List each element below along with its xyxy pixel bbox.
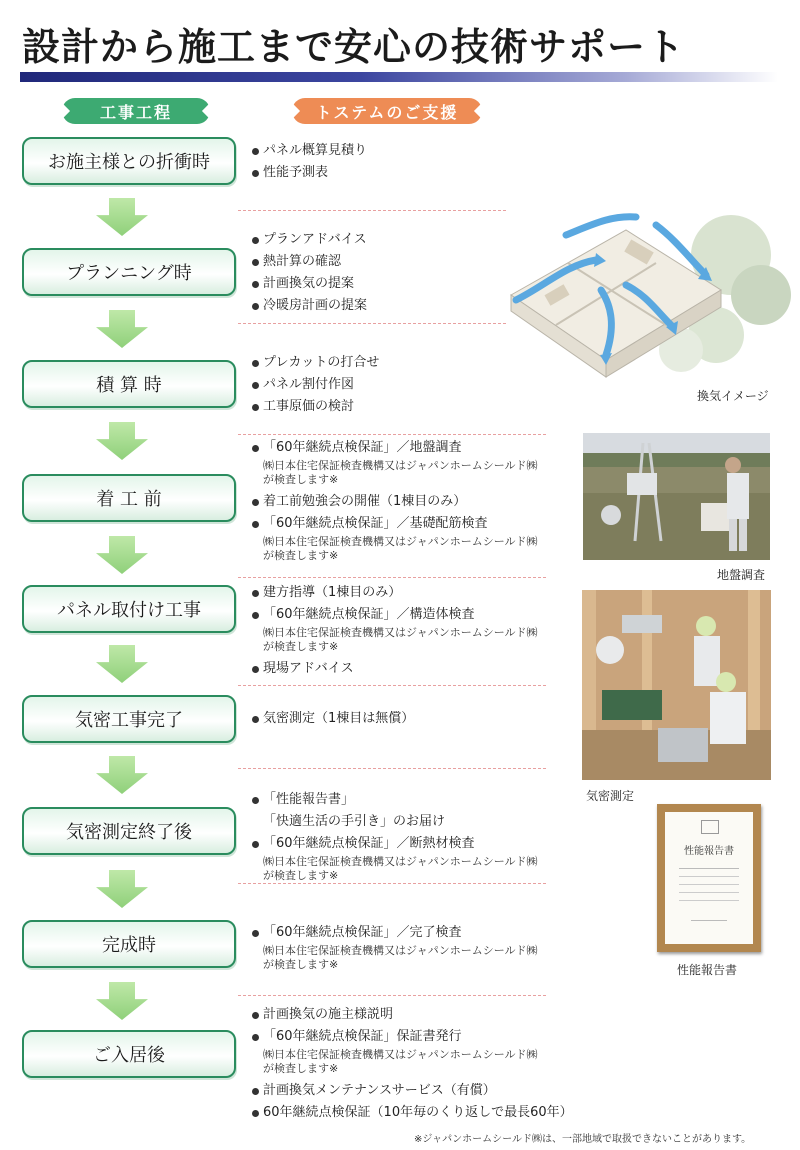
support-item: パネル割付作図 bbox=[252, 374, 582, 396]
support-item: 60年継続点検保証（10年毎のくり返しで最長60年） bbox=[252, 1102, 582, 1124]
airtight-test-photo bbox=[582, 590, 771, 780]
down-arrow-icon bbox=[96, 198, 148, 236]
support-block-airtight-complete bbox=[252, 708, 582, 730]
support-header: トステムのご支援 bbox=[292, 98, 482, 124]
support-item: 現場アドバイス bbox=[252, 658, 582, 680]
ground-survey-caption: 地盤調査 bbox=[717, 568, 766, 582]
stage-airtight-tested: 気密測定終了後 bbox=[22, 807, 236, 855]
support-subtext: が検査します※ bbox=[263, 640, 339, 653]
support-block-move-in bbox=[252, 1004, 582, 1124]
down-arrow-icon bbox=[96, 645, 148, 683]
support-item: 「60年継続点検保証」／完了検査 bbox=[252, 922, 582, 944]
support-block-negotiation bbox=[252, 140, 582, 184]
support-block-panel-installation bbox=[252, 582, 582, 680]
performance-report-frame bbox=[657, 804, 761, 952]
support-subtext: ㈱日本住宅保証検査機構又はジャパンホームシールド㈱ bbox=[263, 626, 538, 639]
stage-completion: 完成時 bbox=[22, 920, 236, 968]
title-underline bbox=[20, 72, 778, 82]
support-item: 「60年継続点検保証」／構造体検査 bbox=[252, 604, 582, 626]
support-item: 計画換気の施主様説明 bbox=[252, 1004, 582, 1026]
separator bbox=[238, 768, 546, 769]
support-subtext: が検査します※ bbox=[263, 869, 339, 882]
stage-pre-construction: 着 工 前 bbox=[22, 474, 236, 522]
stage-estimate: 積 算 時 bbox=[22, 360, 236, 408]
support-item: 「60年継続点検保証」／基礎配筋検査 bbox=[252, 513, 582, 535]
support-item: プレカットの打合せ bbox=[252, 352, 582, 374]
down-arrow-icon bbox=[96, 310, 148, 348]
support-subtext: が検査します※ bbox=[263, 1062, 339, 1075]
footnote: ※ジャパンホームシールド㈱は、一部地域で取扱できないことがあります。 bbox=[414, 1134, 752, 1145]
support-item: 計画換気の提案 bbox=[252, 273, 582, 295]
separator bbox=[238, 995, 546, 996]
report-document-title: 性能報告書 bbox=[684, 846, 734, 857]
support-item: 性能予測表 bbox=[252, 162, 582, 184]
support-item: 「60年継続点検保証」／断熱材検査 bbox=[252, 833, 582, 855]
down-arrow-icon bbox=[96, 536, 148, 574]
support-subtext: が検査します※ bbox=[263, 473, 339, 486]
ventilation-caption: 換気イメージ bbox=[697, 389, 769, 403]
stage-move-in: ご入居後 bbox=[22, 1030, 236, 1078]
support-item-continued: 「快適生活の手引き」のお届け bbox=[263, 814, 446, 829]
support-item: プランアドバイス bbox=[252, 229, 582, 251]
support-item: 「60年継続点検保証」保証書発行 bbox=[252, 1026, 582, 1048]
separator bbox=[238, 685, 546, 686]
support-subtext: ㈱日本住宅保証検査機構又はジャパンホームシールド㈱ bbox=[263, 855, 538, 868]
airtight-test-caption: 気密測定 bbox=[586, 789, 635, 803]
support-subtext: ㈱日本住宅保証検査機構又はジャパンホームシールド㈱ bbox=[263, 1048, 538, 1061]
support-item: 着工前勉強会の開催（1棟目のみ） bbox=[252, 491, 582, 513]
support-subtext: ㈱日本住宅保証検査機構又はジャパンホームシールド㈱ bbox=[263, 944, 538, 957]
stage-negotiation: お施主様との折衝時 bbox=[22, 137, 236, 185]
down-arrow-icon bbox=[96, 756, 148, 794]
support-subtext: ㈱日本住宅保証検査機構又はジャパンホームシールド㈱ bbox=[263, 535, 538, 548]
support-item: 熱計算の確認 bbox=[252, 251, 582, 273]
separator bbox=[238, 577, 546, 578]
support-block-pre-construction bbox=[252, 437, 582, 567]
support-block-airtight-tested bbox=[252, 789, 582, 887]
separator bbox=[238, 323, 546, 324]
process-header: 工事工程 bbox=[62, 98, 210, 124]
report-document bbox=[665, 812, 753, 944]
support-block-completion bbox=[252, 922, 582, 976]
stage-panel-installation: パネル取付け工事 bbox=[22, 585, 236, 633]
support-item: 冷暖房計画の提案 bbox=[252, 295, 582, 317]
ground-survey-photo bbox=[583, 433, 770, 560]
support-item: パネル概算見積り bbox=[252, 140, 582, 162]
support-item: 計画換気メンテナンスサービス（有償） bbox=[252, 1080, 582, 1102]
support-subtext: が検査します※ bbox=[263, 549, 339, 562]
support-item: 気密測定（1棟目は無償） bbox=[252, 708, 582, 730]
support-item: 「性能報告書」 bbox=[252, 789, 582, 811]
down-arrow-icon bbox=[96, 982, 148, 1020]
ventilation-illustration bbox=[506, 185, 791, 385]
separator bbox=[238, 434, 546, 435]
page-title: 設計から施工まで安心の技術サポート bbox=[22, 25, 686, 69]
support-item: 建方指導（1棟目のみ） bbox=[252, 582, 582, 604]
support-subtext: ㈱日本住宅保証検査機構又はジャパンホームシールド㈱ bbox=[263, 459, 538, 472]
support-item: 「60年継続点検保証」／地盤調査 bbox=[252, 437, 582, 459]
separator bbox=[238, 210, 546, 211]
performance-report-caption: 性能報告書 bbox=[677, 963, 738, 977]
stage-airtight-complete: 気密工事完了 bbox=[22, 695, 236, 743]
report-emblem-icon bbox=[701, 820, 719, 834]
stage-planning: プランニング時 bbox=[22, 248, 236, 296]
support-item: 工事原価の検討 bbox=[252, 396, 582, 418]
down-arrow-icon bbox=[96, 870, 148, 908]
down-arrow-icon bbox=[96, 422, 148, 460]
support-subtext: が検査します※ bbox=[263, 958, 339, 971]
